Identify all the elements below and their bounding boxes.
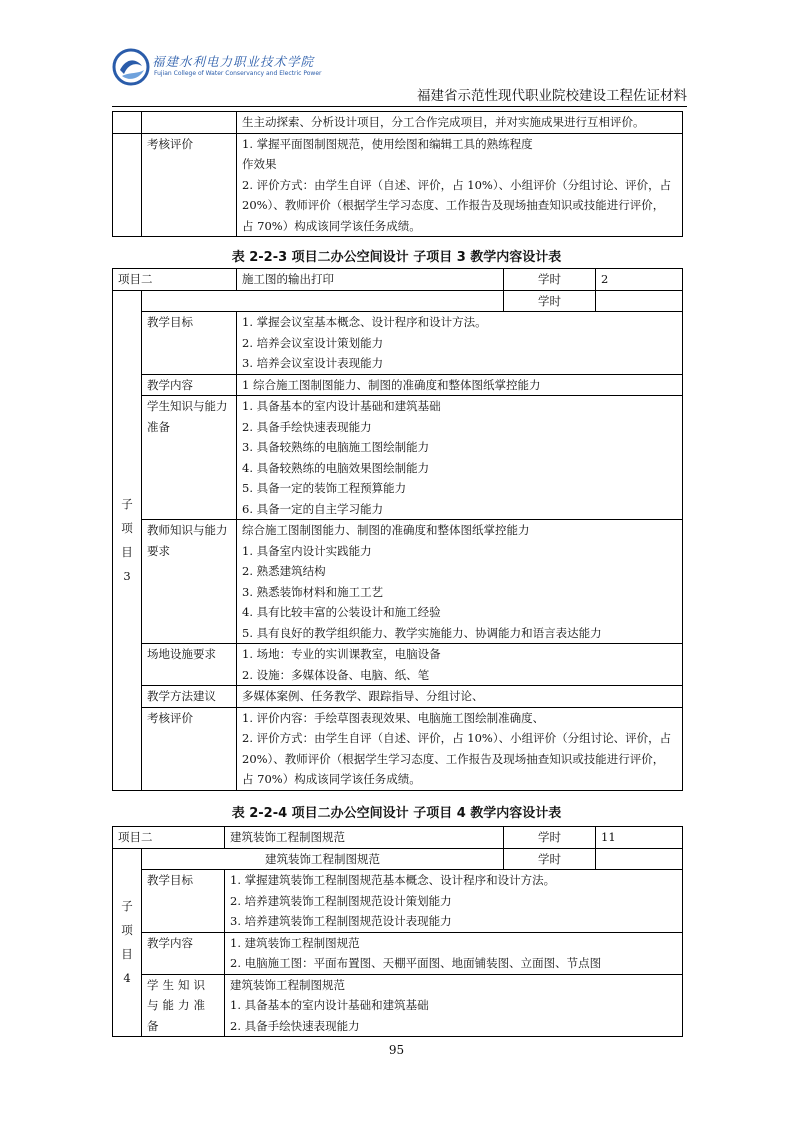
row-content: 多媒体案例、任务教学、跟踪指导、分组讨论、	[237, 686, 683, 708]
hours-label: 学时	[504, 290, 596, 312]
header-divider	[112, 106, 687, 107]
table-row	[113, 290, 683, 312]
row-label: 场地设施要求	[142, 644, 237, 686]
table-row	[113, 312, 683, 375]
page-header	[112, 38, 687, 110]
project-label: 项目二	[113, 827, 225, 849]
row-content: 1 综合施工图制图能力、制图的准确度和整体图纸掌控能力	[237, 374, 683, 396]
hours-label: 学时	[504, 848, 596, 870]
hours-label: 学时	[504, 269, 596, 291]
hours-value: 11	[596, 827, 683, 849]
subproject-name	[142, 290, 504, 312]
design-table-3	[112, 268, 683, 791]
row-label: 教学内容	[142, 374, 237, 396]
row-label: 教学目标	[142, 870, 225, 933]
project-name: 施工图的输出打印	[237, 269, 504, 291]
row-label: 考核评价	[142, 707, 237, 790]
hours-value	[596, 848, 683, 870]
row-content: 1. 掌握会议室基本概念、设计程序和设计方法。 2. 培养会议室设计策划能力 3. 培养会议室设计表现能力	[237, 312, 683, 375]
project-label: 项目二	[113, 269, 237, 291]
header-title: 福建省示范性现代职业院校建设工程佐证材料	[417, 88, 687, 104]
design-table-4	[112, 826, 683, 1037]
row-content: 1. 具备基本的室内设计基础和建筑基础 2. 具备手绘快速表现能力 3. 具备较熟练的电脑施工图绘制能力 4. 具备较熟练的电脑效果图绘制能力 5. 具备一定的装饰工程预算能力 6. 具备一定的自主学习能力	[237, 396, 683, 520]
continued-text: 生主动探索、分析设计项目，分工合作完成项目，并对实施成果进行互相评价。	[237, 112, 683, 134]
hours-value: 2	[596, 269, 683, 291]
table-row	[113, 396, 683, 520]
table-row	[113, 932, 683, 974]
row-label: 学生知识与能力准备	[142, 396, 237, 520]
table-row	[113, 848, 683, 870]
row-content: 建筑装饰工程制图规范 1. 具备基本的室内设计基础和建筑基础 2. 具备手绘快速表现能力	[225, 974, 683, 1037]
table-caption-4: 表 2-2-4 项目二办公空间设计 子项目 4 教学内容设计表	[231, 806, 562, 821]
row-content: 1. 评价内容：手绘草图表现效果、电脑施工图绘制准确度、 2. 评价方式：由学生自评（自述、评价，占 10%）、小组评价（分组讨论、评价，占 20%）、教师评价（根据学生学习态度、工作报告及现场抽查知识或技能进行评价， 占 70%）构成该同学该任务成绩。	[237, 707, 683, 790]
logo-text: 福建水利电力职业技术学院	[152, 54, 315, 69]
table-row	[113, 827, 683, 849]
table-row	[113, 707, 683, 790]
table-row	[113, 374, 683, 396]
page-number: 95	[388, 1043, 405, 1057]
row-content: 综合施工图制图能力、制图的准确度和整体图纸掌控能力 1. 具备室内设计实践能力 2. 熟悉建筑结构 3. 熟悉装饰材料和施工工艺 4. 具有比较丰富的公装设计和施工经验 5. 具有良好的教学组织能力、教学实施能力、协调能力和语言表达能力	[237, 520, 683, 644]
table-row	[113, 974, 683, 1037]
table-row	[113, 870, 683, 933]
table-row	[113, 520, 683, 644]
table-row	[113, 269, 683, 291]
continued-table	[112, 111, 683, 237]
row-content: 1. 掌握平面图制图规范，使用绘图和编辑工具的熟练程度 作效果 2. 评价方式：由学生自评（自述、评价，占 10%）、小组评价（分组讨论、评价，占 20%）、教师评价（根据学生学习态度、工作报告及现场抽查知识或技能进行评价， 占 70%）构成该同学该任务成绩。	[237, 133, 683, 237]
subproject-label: 子 项 目 4	[113, 848, 142, 1037]
table-row	[113, 686, 683, 708]
college-logo	[112, 48, 322, 88]
subproject-label: 子 项 目 3	[113, 290, 142, 790]
row-label: 考核评价	[142, 133, 237, 237]
table-row	[113, 112, 683, 134]
table-row	[113, 644, 683, 686]
table-caption-3: 表 2-2-3 项目二办公空间设计 子项目 3 教学内容设计表	[231, 250, 562, 265]
row-label: 教学内容	[142, 932, 225, 974]
subproject-name: 建筑装饰工程制图规范	[142, 848, 504, 870]
row-content: 1. 建筑装饰工程制图规范 2. 电脑施工图：平面布置图、天棚平面图、地面铺装图、立面图、节点图	[225, 932, 683, 974]
row-content: 1. 掌握建筑装饰工程制图规范基本概念、设计程序和设计方法。 2. 培养建筑装饰工程制图规范设计策划能力 3. 培养建筑装饰工程制图规范设计表现能力	[225, 870, 683, 933]
row-label: 教师知识与能力要求	[142, 520, 237, 644]
hours-label: 学时	[504, 827, 596, 849]
hours-value	[596, 290, 683, 312]
row-content: 1. 场地：专业的实训课教室，电脑设备 2. 设施：多媒体设备、电脑、纸、笔	[237, 644, 683, 686]
row-label: 教学方法建议	[142, 686, 237, 708]
table-row	[113, 133, 683, 237]
row-label: 教学目标	[142, 312, 237, 375]
project-name: 建筑装饰工程制图规范	[225, 827, 504, 849]
row-label: 学生知识与能力准备	[142, 974, 225, 1037]
logo-emblem-icon	[112, 48, 150, 86]
logo-subtext: Fujian College of Water Conservancy and Electric Power	[154, 70, 322, 77]
